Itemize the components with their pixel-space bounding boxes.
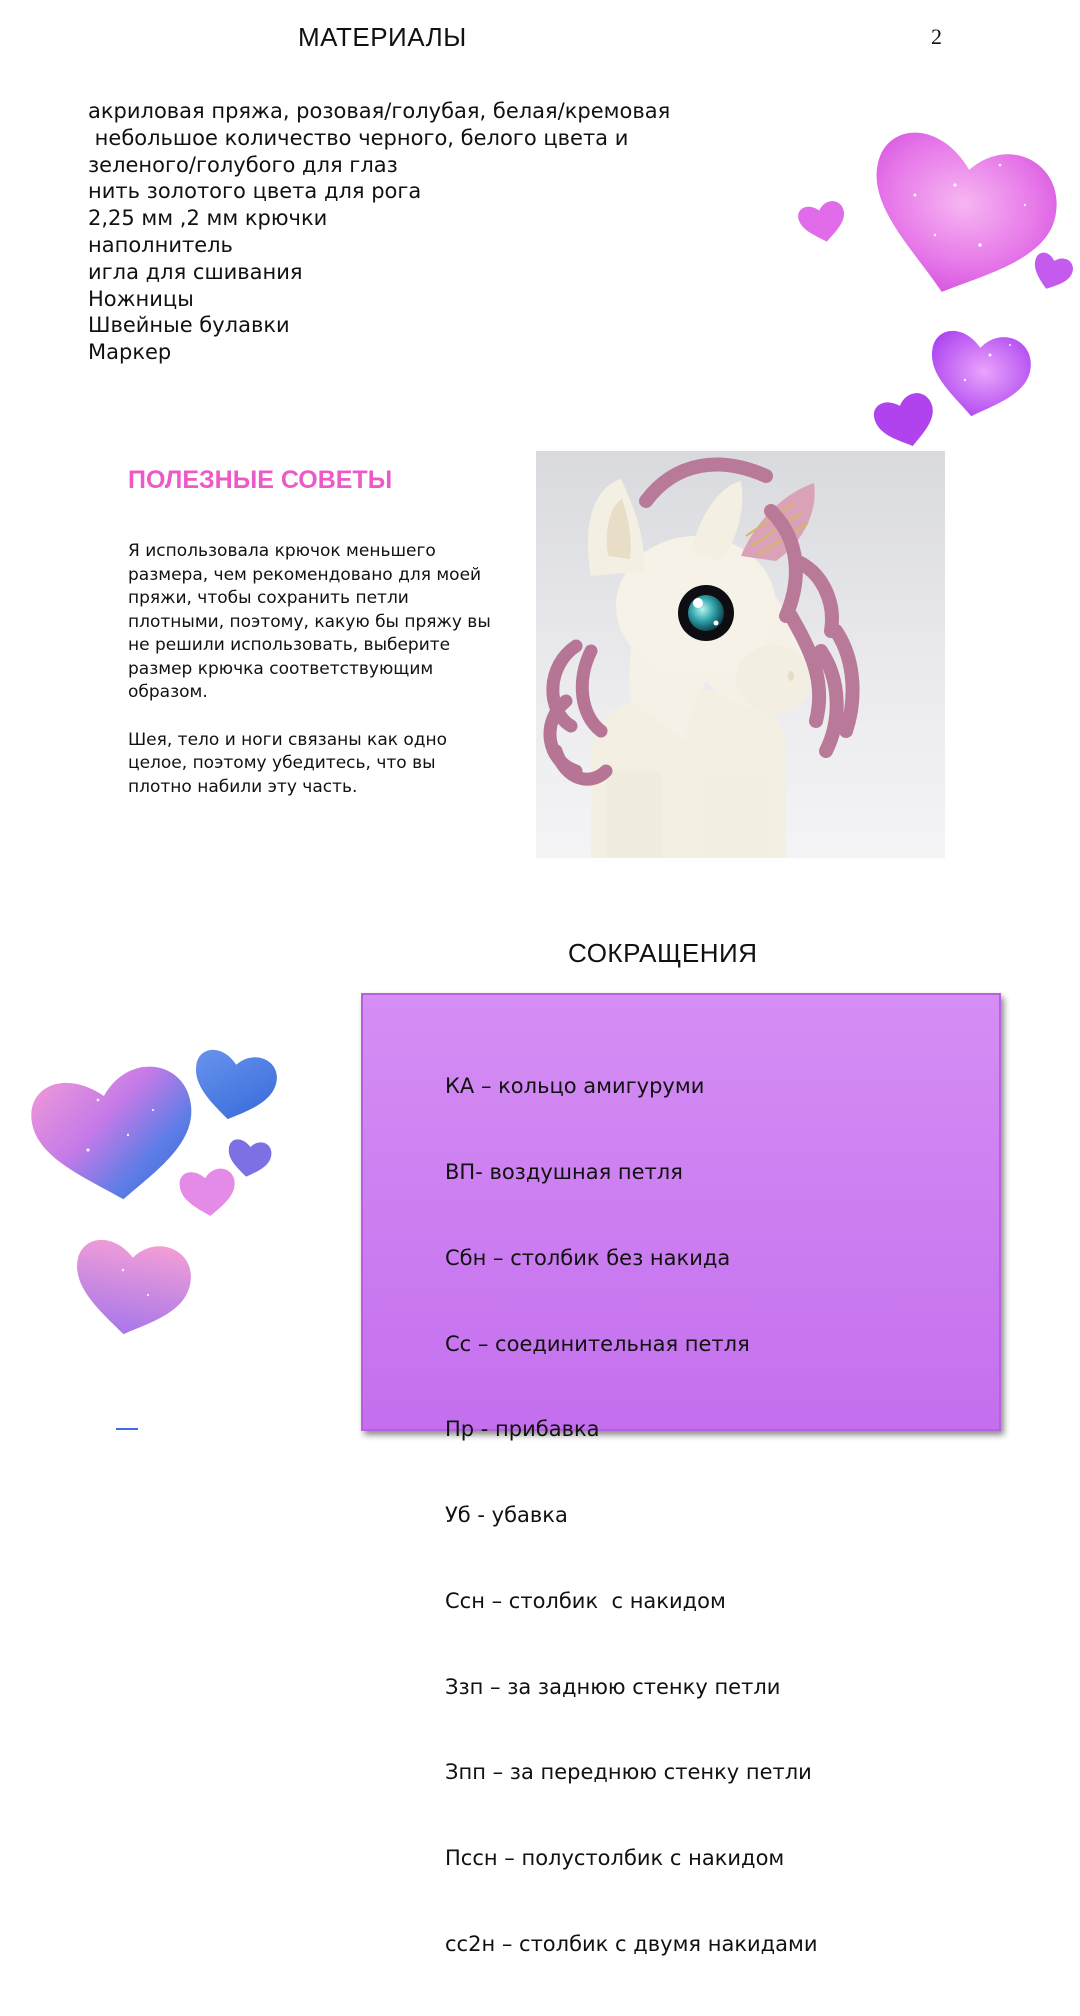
abbreviation-item: сс2н – столбик с двумя накидами: [445, 1932, 818, 1956]
abbreviation-item: Сбн – столбик без накида: [445, 1245, 731, 1270]
small-heart-icon: [225, 1137, 274, 1180]
abbreviation-item: Зпп – за переднюю стенку петли: [445, 1760, 812, 1785]
violet-heart-icon: [922, 325, 1035, 425]
blue-heart-icon: [187, 1045, 281, 1127]
gradient-heart-icon: [28, 1061, 203, 1210]
materials-line: Ножницы: [88, 286, 194, 311]
materials-line: акриловая пряжа, розовая/голубая, белая/кремовая: [88, 99, 671, 123]
small-heart-icon: [871, 390, 941, 454]
unicorn-photo: [536, 451, 945, 858]
abbreviation-item: Ззп – за заднюю стенку петли: [445, 1674, 781, 1699]
tips-body: [128, 540, 503, 823]
page-title: МАТЕРИАЛЫ: [298, 22, 467, 52]
small-heart-icon: [179, 1167, 238, 1218]
tips-paragraph: Я использовала крючок меньшего размера, чем рекомендовано для моей пряжи, чтобы сохранить петли плотными, поэтому, какую бы пряжу вы не решили использовать, выберите размер крючка соответствующим образом.: [128, 541, 491, 702]
hearts-decoration-top: [795, 95, 1080, 455]
hearts-decoration-bottom: [28, 1040, 298, 1350]
materials-line: небольшое количество черного, белого цвета и: [88, 125, 629, 150]
materials-line: игла для сшивания: [88, 259, 303, 284]
materials-line: 2,25 мм ,2 мм крючки: [88, 206, 328, 231]
abbreviation-item: Пр - прибавка: [445, 1417, 600, 1442]
materials-line: Маркер: [88, 340, 172, 365]
abbreviations-list: [445, 1015, 818, 2016]
tips-title: ПОЛЕЗНЫЕ СОВЕТЫ: [128, 466, 393, 494]
abbreviation-item: Пссн – полустолбик с накидом: [445, 1846, 785, 1871]
materials-line: Швейные булавки: [88, 313, 290, 338]
abbreviation-item: Сс – соединительная петля: [445, 1331, 750, 1356]
materials-line: наполнитель: [88, 232, 233, 257]
materials-list: [88, 98, 670, 366]
small-heart-icon: [1027, 249, 1076, 295]
abbreviations-title: СОКРАЩЕНИЯ: [568, 938, 758, 968]
materials-line: зеленого/голубого для глаз: [88, 152, 398, 177]
abbreviation-item: Ссн – столбик с накидом: [445, 1588, 726, 1613]
page-number: 2: [931, 24, 942, 49]
big-heart-icon: [850, 121, 1068, 316]
gradient-heart-icon: [66, 1232, 195, 1344]
abbreviation-item: КА – кольцо амигуруми: [445, 1074, 705, 1099]
small-heart-icon: [796, 199, 848, 246]
decorative-underline: [116, 1428, 138, 1430]
materials-line: нить золотого цвета для рога: [88, 179, 422, 204]
abbreviations-box: [361, 993, 1001, 1956]
abbreviation-item: Уб - убавка: [445, 1503, 568, 1528]
abbreviation-item: ВП- воздушная петля: [445, 1159, 683, 1184]
tips-paragraph: Шея, тело и ноги связаны как одно целое, поэтому убедитесь, что вы плотно набили эту часть.: [128, 729, 448, 797]
